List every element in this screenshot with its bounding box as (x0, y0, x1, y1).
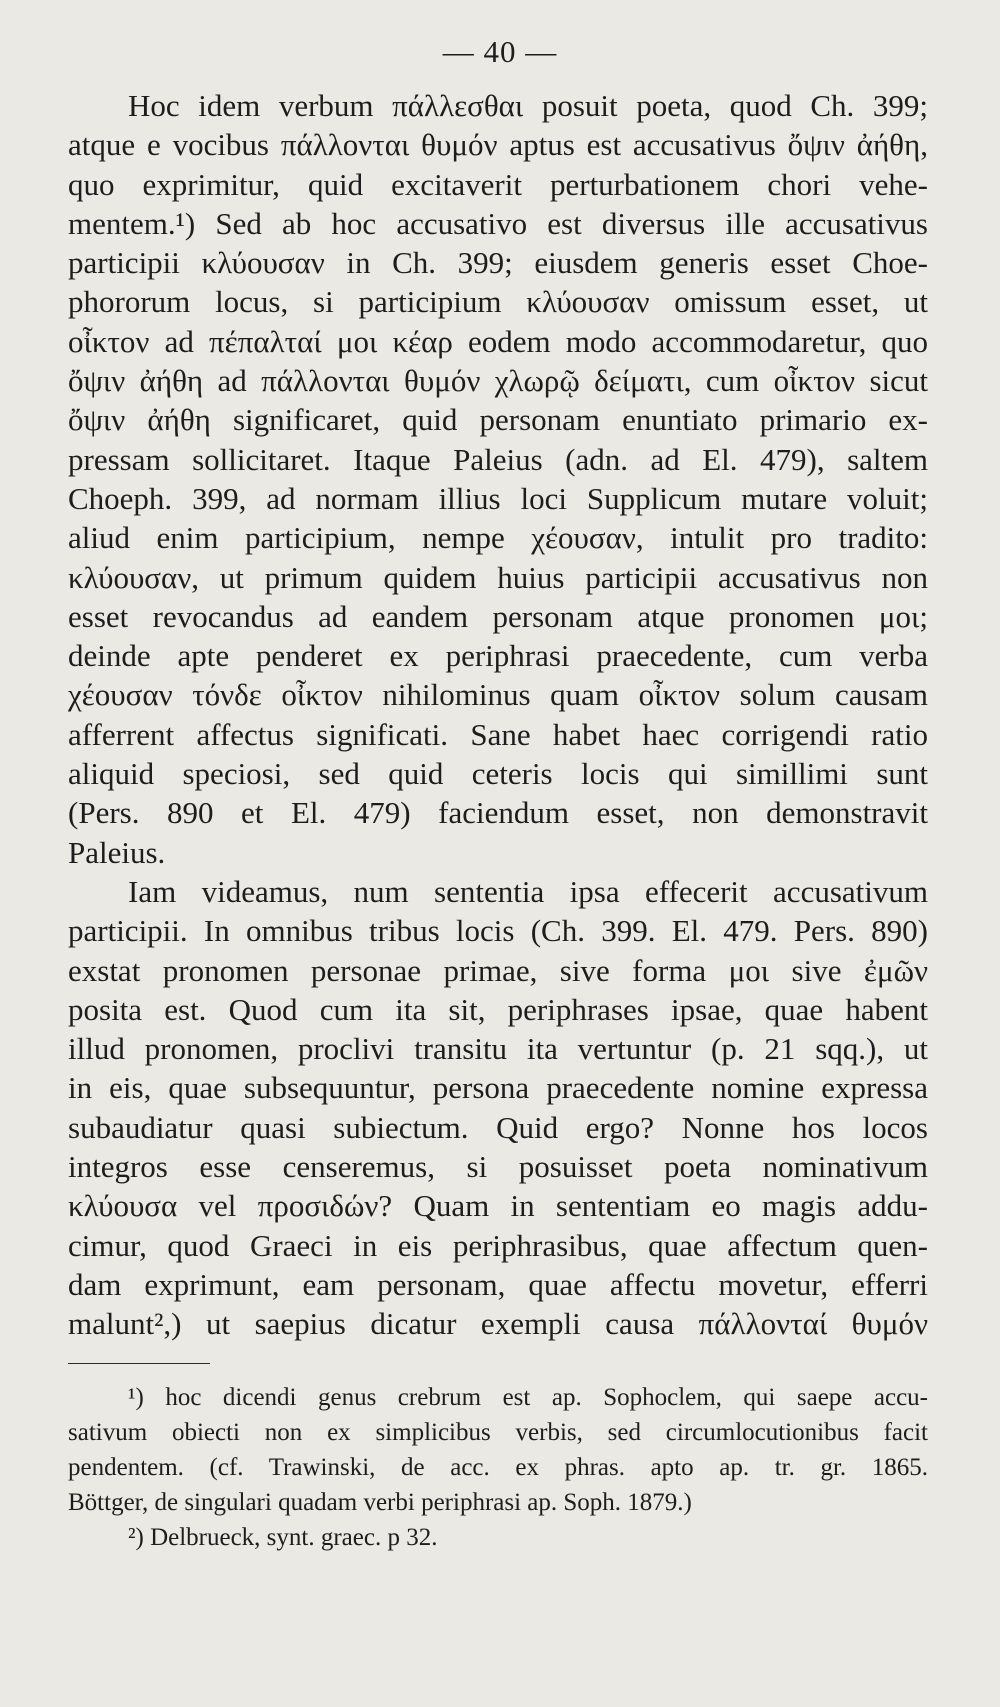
text-line: ὄψιν ἀήθη significaret, quid personam enuntiato primario ex- (68, 402, 928, 438)
text-line: atque e vocibus πάλλονται θυμόν aptus est accusativus ὄψιν ἀήθη, (68, 127, 928, 163)
text-line: deinde apte penderet ex periphrasi praecedente, cum verba (68, 638, 928, 674)
main-text-block (68, 86, 928, 1344)
text-line: posita est. Quod cum ita sit, periphrases ipsae, quae habent (68, 991, 928, 1027)
text-line: κλύουσαν, ut primum quidem huius participii accusativus non (68, 559, 928, 595)
text-line: participii κλύουσαν in Ch. 399; eiusdem generis esset Choe- (68, 245, 928, 281)
text-line: cimur, quod Graeci in eis periphrasibus, quae affectum quen- (68, 1227, 928, 1263)
text-line: Iam videamus, num sententia ipsa effecerit accusativum (128, 873, 928, 909)
text-line: mentem.¹) Sed ab hoc accusativo est diversus ille accusativus (68, 205, 928, 241)
footnote-line: pendentem. (cf. Trawinski, de acc. ex phras. apto ap. tr. gr. 1865. (68, 1454, 928, 1481)
text-line: exstat pronomen personae primae, sive forma μοι sive ἐμῶν (68, 952, 928, 988)
text-line: malunt²,) ut saepius dicatur exempli causa πάλλονταί θυμόν (68, 1306, 928, 1342)
text-line: quo exprimitur, quid excitaverit perturbationem chori vehe- (68, 166, 928, 202)
footnote-line: Böttger, de singulari quadam verbi periphrasi ap. Soph. 1879.) (68, 1489, 692, 1516)
text-line: Hoc idem verbum πάλλεσθαι posuit poeta, quod Ch. 399; (128, 88, 928, 123)
footnotes-block (68, 1380, 928, 1555)
text-line: aliud enim participium, nempe χέουσαν, intulit pro tradito: (68, 520, 928, 556)
text-line: dam exprimunt, eam personam, quae affectu movetur, efferri (68, 1266, 928, 1302)
text-line: integros esse censeremus, si posuisset poeta nominativum (68, 1149, 928, 1185)
footnote-line: ¹) hoc dicendi genus crebrum est ap. Sophoclem, qui saepe accu- (128, 1384, 928, 1411)
text-line: χέουσαν τόνδε οἶκτον nihilominus quam οἶκτον solum causam (68, 677, 928, 713)
text-line: afferrent affectus significati. Sane habet haec corrigendi ratio (68, 716, 928, 752)
footnote-line: sativum obiecti non ex simplicibus verbis, sed circumlocutionibus facit (68, 1419, 928, 1446)
text-line: aliquid speciosi, sed quid ceteris locis qui simillimi sunt (68, 756, 928, 792)
footnote-line: ²) Delbrueck, synt. graec. p 32. (128, 1524, 438, 1551)
page-number: — 40 — (442, 34, 558, 69)
text-line: subaudiatur quasi subiectum. Quid ergo? Nonne hos locos (68, 1109, 928, 1145)
footnote-separator-rule (68, 1363, 210, 1364)
text-line: οἶκτον ad πέπαλταί μοι κέαρ eodem modo accommodaretur, quo (68, 323, 928, 359)
text-line: illud pronomen, proclivi transitu ita vertuntur (p. 21 sqq.), ut (68, 1031, 928, 1067)
text-line: (Pers. 890 et El. 479) faciendum esset, non demonstravit (68, 795, 928, 831)
text-line: Paleius. (68, 834, 166, 870)
text-line: phororum locus, si participium κλύουσαν omissum esset, ut (68, 284, 928, 320)
text-line: esset revocandus ad eandem personam atque pronomen μοι; (68, 598, 928, 634)
text-line: participii. In omnibus tribus locis (Ch. 399. El. 479. Pers. 890) (68, 913, 928, 949)
text-line: Choeph. 399, ad normam illius loci Supplicum mutare voluit; (68, 480, 928, 516)
text-line: ὄψιν ἀήθη ad πάλλονται θυμόν χλωρῷ δείματι, cum οἶκτον sicut (68, 363, 928, 399)
text-line: pressam sollicitaret. Itaque Paleius (adn. ad El. 479), saltem (68, 441, 928, 477)
text-line: in eis, quae subsequuntur, persona praecedente nomine expressa (68, 1070, 928, 1106)
text-line: κλύουσα vel προσιδών? Quam in sententiam eo magis addu- (68, 1188, 928, 1224)
